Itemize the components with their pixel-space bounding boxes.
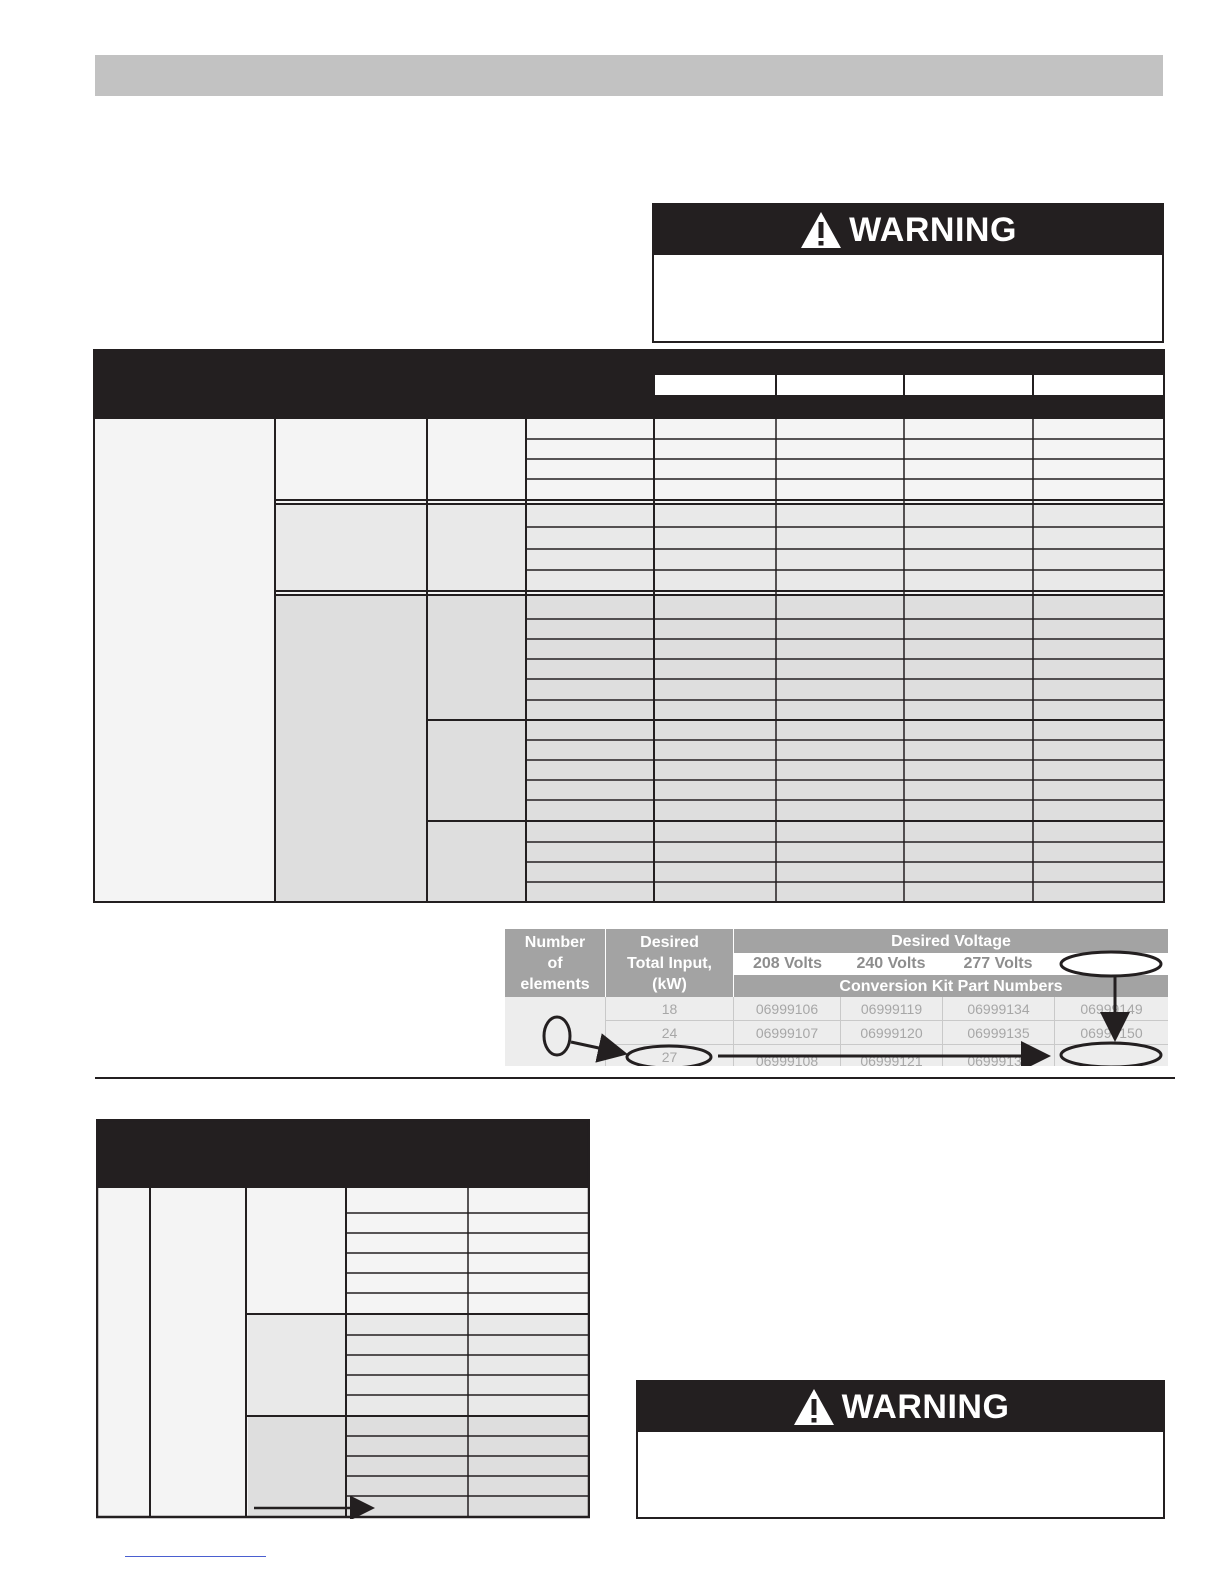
kw-value: 27	[661, 1048, 678, 1065]
warning-header	[638, 1382, 1163, 1432]
wiring-table-grid	[96, 1119, 590, 1519]
warning-triangle-icon	[792, 1387, 836, 1427]
warning-triangle-icon	[799, 210, 843, 250]
kw-value: 24	[661, 1024, 678, 1041]
part-number: 06999120	[860, 1024, 923, 1041]
warning-label: WARNING	[841, 1387, 1010, 1426]
voltage-240-header: 240 Volts	[841, 953, 941, 975]
warning-header	[654, 205, 1162, 255]
warning-box-top	[652, 203, 1164, 343]
part-number: 06999135	[967, 1024, 1030, 1041]
section-divider	[95, 1077, 1175, 1079]
part-number: 06999121	[860, 1052, 923, 1066]
kw-value: 18	[661, 1000, 678, 1017]
voltage-277-header: 277 Volts	[943, 953, 1053, 975]
desired-total-input-header: Desired Total Input, (kW)	[606, 929, 733, 997]
part-number: 06999150	[1080, 1024, 1143, 1041]
voltage-conversion-table	[93, 349, 1165, 903]
part-number: 06999106	[755, 1000, 819, 1017]
conversion-kit-example-table	[505, 929, 1168, 1066]
part-number: 06999134	[967, 1000, 1030, 1017]
voltage-table-grid	[93, 349, 1165, 903]
warning-box-bottom	[636, 1380, 1165, 1519]
element-wiring-table	[96, 1119, 590, 1519]
link-underline[interactable]	[125, 1556, 266, 1557]
section-header-bar	[95, 55, 1163, 96]
part-number: 06999119	[860, 1000, 923, 1017]
desired-voltage-header: Desired Voltage	[734, 929, 1168, 953]
example-annotations	[505, 929, 1168, 1066]
part-number: 06999108	[755, 1052, 819, 1066]
number-of-elements-header: Number of elements	[505, 929, 605, 997]
part-number: 06999149	[1080, 1000, 1143, 1017]
part-number: 06999107	[755, 1024, 819, 1041]
conversion-kit-header: Conversion Kit Part Numbers	[734, 975, 1168, 997]
part-number: 06999136	[967, 1052, 1030, 1066]
voltage-208-header: 208 Volts	[736, 953, 839, 975]
warning-label: WARNING	[849, 210, 1017, 249]
